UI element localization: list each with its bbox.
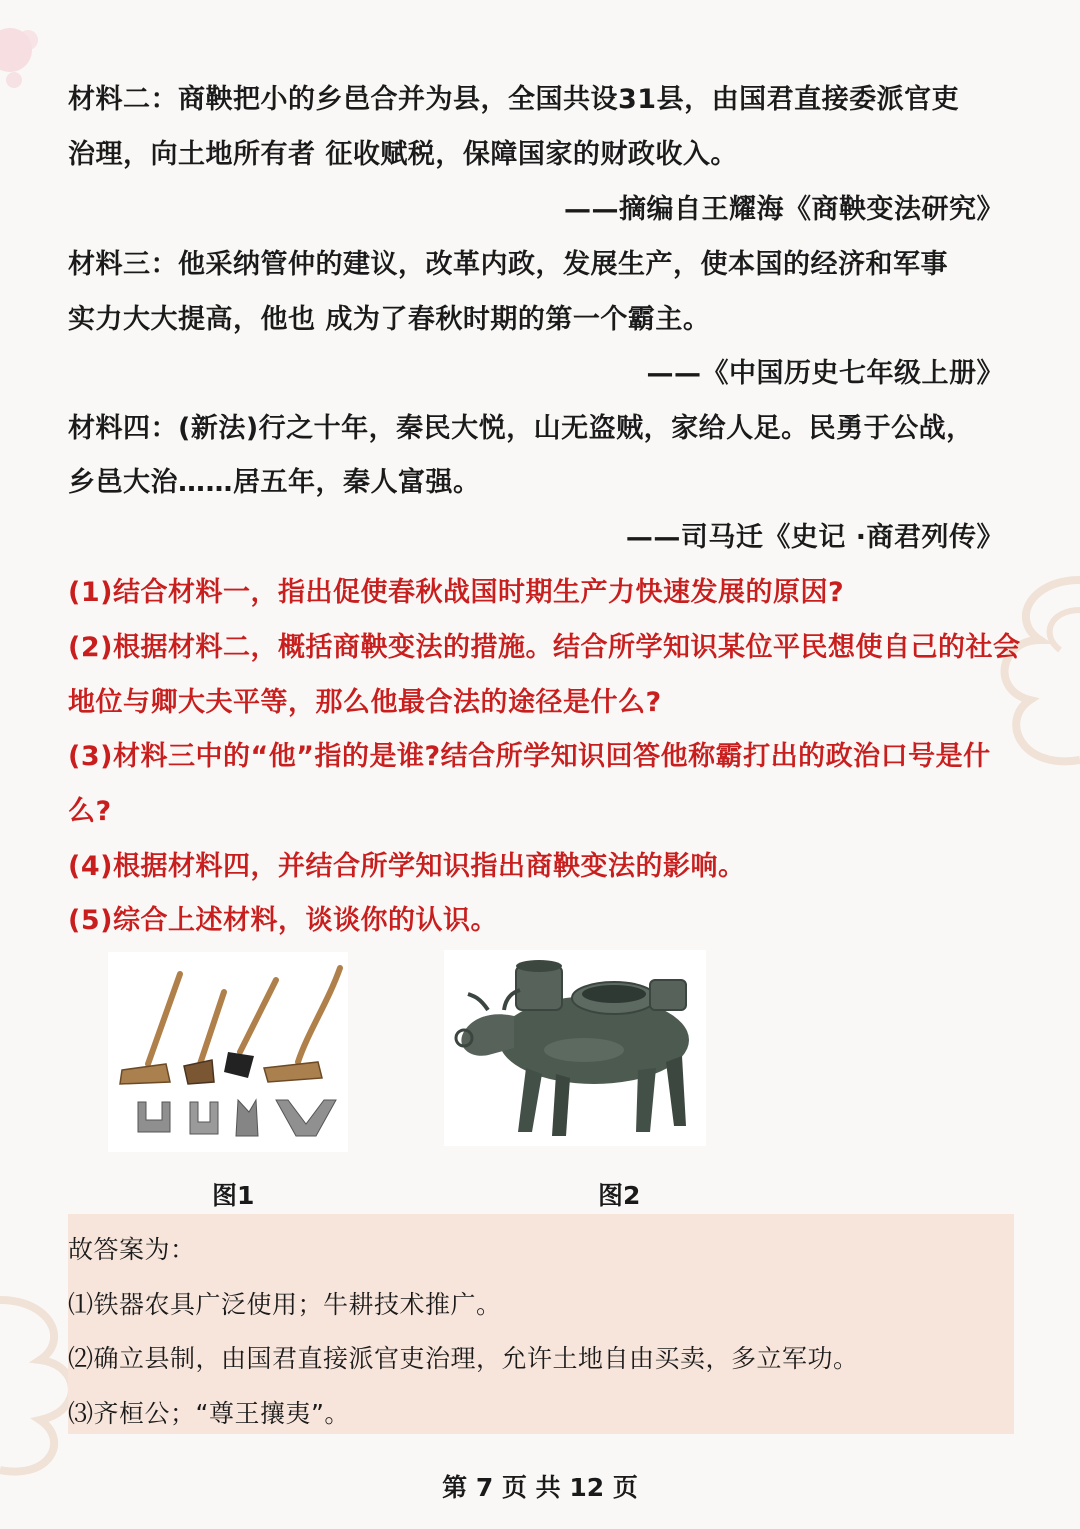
material-2-text: 治理，向土地所有者 征收赋税，保障国家的财政收入。 [68, 139, 738, 170]
question-5: (5)综合上述材料，谈谈你的认识。 [68, 905, 498, 936]
material-2-text: 材料二：商鞅把小的乡邑合并为县，全国共设31县，由国君直接委派官吏 [68, 84, 960, 115]
answer-3: ⑶齐桓公；“尊王攘夷”。 [68, 1399, 350, 1428]
material-3-text: 实力大大提高，他也 成为了春秋时期的第一个霸主。 [68, 304, 711, 335]
material-3-source: ——《中国历史七年级上册》 [646, 358, 1004, 389]
figure-1-caption: 图1 [212, 1181, 255, 1210]
material-3-text: 材料三：他采纳管仲的建议，改革内政，发展生产，使本国的经济和军事 [68, 249, 948, 280]
question-4: (4)根据材料四，并结合所学知识指出商鞅变法的影响。 [68, 851, 746, 882]
question-2: 地位与卿大夫平等，那么他最合法的途径是什么? [68, 687, 662, 718]
answer-1: ⑴铁器农具广泛使用；牛耕技术推广。 [68, 1290, 502, 1319]
question-3: (3)材料三中的“他”指的是谁?结合所学知识回答他称霸打出的政治口号是什 [68, 741, 991, 772]
question-2: (2)根据材料二，概括商鞅变法的措施。结合所学知识某位平民想使自己的社会 [68, 632, 1021, 663]
answer-heading: 故答案为： [68, 1235, 196, 1264]
answer-2: ⑵确立县制，由国君直接派官吏治理，允许土地自由买卖，多立军功。 [68, 1344, 859, 1373]
figure-2-caption: 图2 [598, 1181, 641, 1210]
material-2-source: ——摘编自王耀海《商鞅变法研究》 [564, 194, 1004, 225]
question-3: 么? [68, 796, 112, 827]
material-4-source: ——司马迁《史记 ·商君列传》 [625, 522, 1004, 553]
figure-1-iron-tools-image [108, 952, 348, 1152]
material-4-text: 材料四：(新法)行之十年，秦民大悦，山无盗贼，家给人足。民勇于公战， [68, 413, 974, 444]
figure-2-bronze-ox-image [444, 950, 706, 1146]
page-number: 第 7 页 共 12 页 [442, 1473, 638, 1502]
material-4-text: 乡邑大治……居五年，秦人富强。 [68, 467, 481, 498]
question-1: (1)结合材料一，指出促使春秋战国时期生产力快速发展的原因? [68, 577, 845, 608]
